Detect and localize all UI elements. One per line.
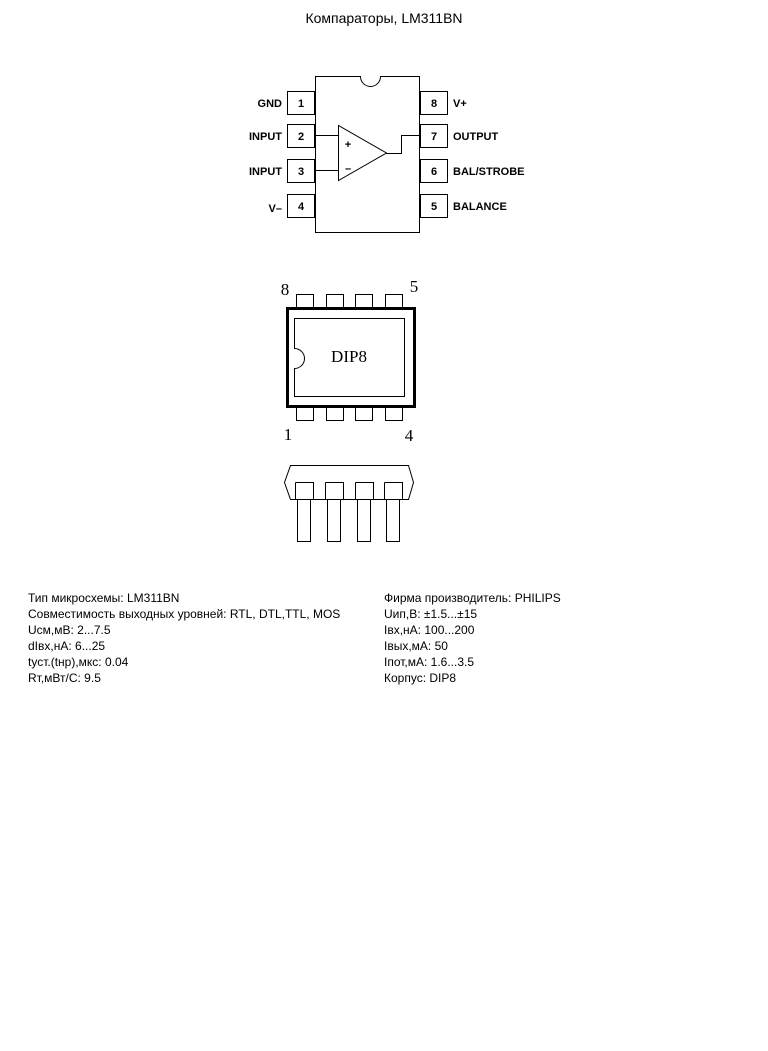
spec-list-left: [28, 590, 340, 686]
side-leg-3: [356, 483, 374, 542]
spec-supply-voltage: Uип,В: ±1.5...±15: [384, 607, 478, 621]
spec-chip-type: Тип микросхемы: LM311BN: [28, 591, 180, 605]
plus-input-sign: +: [344, 139, 352, 151]
pin-label-1: GND: [257, 98, 282, 110]
pin-label-3: INPUT: [249, 166, 282, 178]
bottom-pin-3: [356, 408, 373, 421]
bottom-pin-4: [386, 408, 403, 421]
pin-number-5: 5: [430, 201, 438, 213]
pin-number-7: 7: [430, 131, 438, 143]
spec-thermal: Rт,мВт/С: 9.5: [28, 671, 101, 685]
spec-supply-current: Iпот,мА: 1.6...3.5: [384, 655, 475, 669]
spec-input-offset-current: dIвх,нА: 6...25: [28, 639, 106, 653]
pin-label-7: OUTPUT: [453, 131, 499, 143]
spec-input-current: Iвх,нА: 100...200: [384, 623, 475, 637]
corner-pin-5: 5: [409, 277, 419, 296]
side-leg-4: [385, 483, 403, 542]
pin-label-2: INPUT: [249, 131, 282, 143]
side-leg-2: [326, 483, 344, 542]
pin-label-6: BAL/STROBE: [453, 166, 525, 178]
chip-body: [316, 77, 420, 233]
pin-number-6: 6: [430, 166, 438, 178]
top-pin-6: [356, 295, 373, 308]
bottom-pin-1: [297, 408, 314, 421]
pin-number-1: 1: [297, 98, 305, 110]
page-title: Компараторы, LM311BN: [305, 10, 463, 26]
pin-number-2: 2: [297, 131, 305, 143]
spec-output-compat: Совместимость выходных уровней: RTL, DTL,TTL, MOS: [28, 607, 341, 621]
bottom-pin-2: [327, 408, 344, 421]
corner-pin-8: 8: [280, 280, 290, 299]
corner-pin-1: 1: [283, 425, 293, 444]
minus-input-sign: –: [344, 163, 352, 175]
pin-label-8: V+: [453, 98, 467, 110]
wire-output: [386, 136, 420, 154]
spec-response-time: tуст.(tнр),мкс: 0.04: [28, 655, 129, 669]
pin-label-5: BALANCE: [453, 201, 507, 213]
spec-list-right: [384, 590, 561, 686]
top-pin-8: [297, 295, 314, 308]
pin-label-4: V–: [268, 203, 282, 215]
spec-package: Корпус: DIP8: [384, 671, 457, 685]
spec-output-current: Iвых,мА: 50: [384, 639, 448, 653]
pinout-diagram: [288, 77, 448, 233]
spec-offset-voltage: Uсм,мВ: 2...7.5: [28, 623, 111, 637]
pin-number-3: 3: [297, 166, 305, 178]
top-pin-5: [386, 295, 403, 308]
pin-number-8: 8: [430, 98, 438, 110]
side-leg-1: [296, 483, 314, 542]
dip8-side-view: [285, 466, 414, 542]
corner-pin-4: 4: [404, 426, 414, 445]
pin-number-4: 4: [297, 201, 305, 213]
package-name: DIP8: [331, 347, 367, 366]
top-pin-7: [327, 295, 344, 308]
spec-manufacturer: Фирма производитель: PHILIPS: [384, 591, 561, 605]
